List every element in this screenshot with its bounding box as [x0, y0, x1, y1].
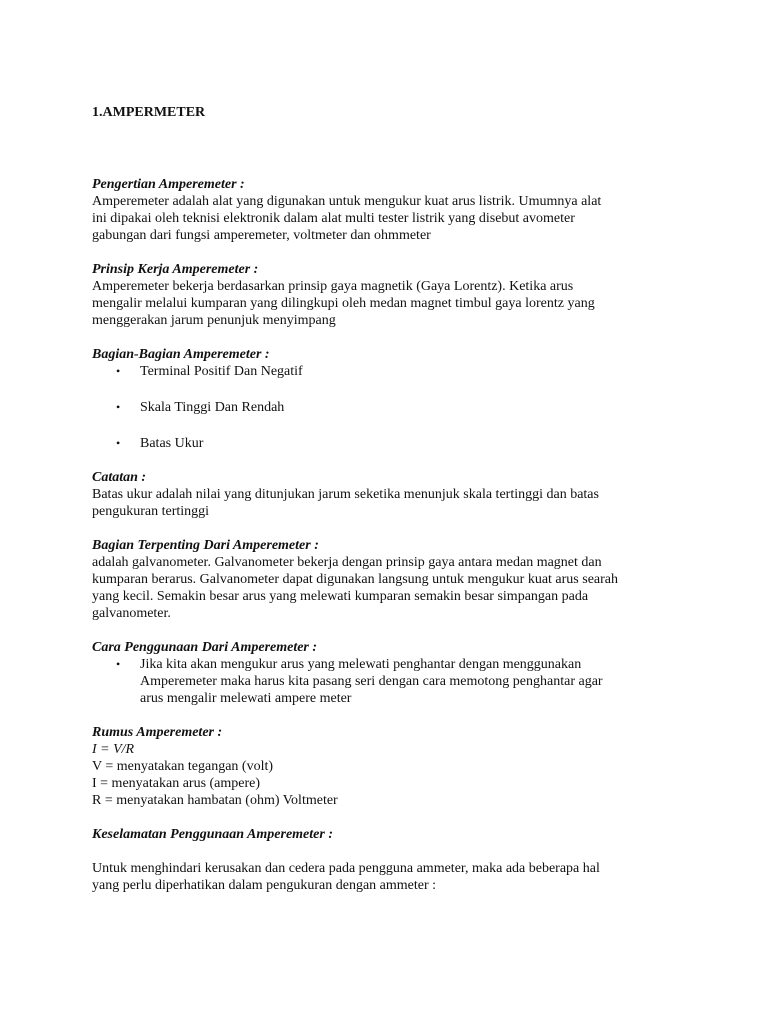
bullet-icon: •	[116, 400, 121, 414]
paragraph-line: pengukuran tertinggi	[92, 504, 210, 519]
paragraph-line: Amperemeter adalah alat yang digunakan untuk mengukur kuat arus listrik. Umumnya alat	[92, 194, 602, 209]
list-item-line: Amperemeter maka harus kita pasang seri dengan cara memotong penghantar agar	[140, 674, 603, 689]
section-heading-terpenting: Bagian Terpenting Dari Amperemeter :	[92, 538, 319, 553]
formula: I = V/R	[92, 742, 135, 757]
paragraph-line: gabungan dari fungsi amperemeter, voltmeter dan ohmmeter	[92, 228, 431, 243]
paragraph-line: yang kecil. Semakin besar arus yang melewati kumparan semakin besar simpangan pada	[92, 589, 589, 604]
paragraph-line: kumparan berarus. Galvanometer dapat digunakan langsung untuk mengukur kuat arus searah	[92, 572, 618, 587]
list-item	[92, 363, 692, 380]
paragraph-line: I = menyatakan arus (ampere)	[92, 776, 261, 791]
section-heading-cara: Cara Penggunaan Dari Amperemeter :	[92, 640, 318, 655]
paragraph-line: mengalir melalui kumparan yang dilingkupi oleh medan magnet timbul gaya lorentz yang	[92, 296, 595, 311]
bullet-icon: •	[116, 436, 121, 450]
section-terpenting	[92, 537, 692, 622]
list-item-text: Skala Tinggi Dan Rendah	[140, 400, 285, 415]
section-heading-catatan: Catatan :	[92, 470, 147, 485]
bullet-icon: •	[116, 657, 121, 671]
section-heading-keselamatan: Keselamatan Penggunaan Amperemeter :	[92, 827, 333, 842]
list-item	[92, 399, 692, 416]
paragraph-line: yang perlu diperhatikan dalam pengukuran dengan ammeter :	[92, 878, 437, 893]
paragraph-line: Untuk menghindari kerusakan dan cedera pada pengguna ammeter, maka ada beberapa hal	[92, 861, 600, 876]
document-page	[92, 104, 692, 911]
list-item-line: Jika kita akan mengukur arus yang melewati penghantar dengan menggunakan	[140, 657, 582, 672]
paragraph-line: R = menyatakan hambatan (ohm) Voltmeter	[92, 793, 338, 808]
paragraph-line: menggerakan jarum penunjuk menyimpang	[92, 313, 336, 328]
bullet-icon: •	[116, 364, 121, 378]
section-bagian	[92, 346, 692, 452]
section-rumus	[92, 724, 692, 809]
bullet-list-cara	[92, 656, 692, 707]
paragraph-line: ini dipakai oleh teknisi elektronik dalam alat multi tester listrik yang disebut avometer	[92, 211, 575, 226]
paragraph-line: adalah galvanometer. Galvanometer bekerja dengan prinsip gaya antara medan magnet dan	[92, 555, 602, 570]
section-keselamatan	[92, 826, 692, 894]
bullet-list-bagian	[92, 363, 692, 452]
section-prinsip	[92, 261, 692, 329]
section-heading-prinsip: Prinsip Kerja Amperemeter :	[92, 262, 259, 277]
section-pengertian	[92, 176, 692, 244]
paragraph-line: Amperemeter bekerja berdasarkan prinsip gaya magnetik (Gaya Lorentz). Ketika arus	[92, 279, 574, 294]
section-cara	[92, 639, 692, 707]
list-item-line: arus mengalir melewati ampere meter	[140, 691, 352, 706]
list-item	[92, 656, 692, 707]
list-item-text: Terminal Positif Dan Negatif	[140, 364, 303, 379]
paragraph-line: galvanometer.	[92, 606, 171, 621]
document-title: 1.AMPERMETER	[92, 105, 206, 120]
section-heading-rumus: Rumus Amperemeter :	[92, 725, 223, 740]
list-item	[92, 435, 692, 452]
paragraph-line: V = menyatakan tegangan (volt)	[92, 759, 274, 774]
section-heading-pengertian: Pengertian Amperemeter :	[92, 177, 245, 192]
paragraph-keselamatan	[92, 860, 692, 894]
section-catatan	[92, 469, 692, 520]
list-item-text: Batas Ukur	[140, 436, 204, 451]
section-heading-bagian: Bagian-Bagian Amperemeter :	[92, 347, 270, 362]
paragraph-line: Batas ukur adalah nilai yang ditunjukan jarum seketika menunjuk skala tertinggi dan batas	[92, 487, 599, 502]
